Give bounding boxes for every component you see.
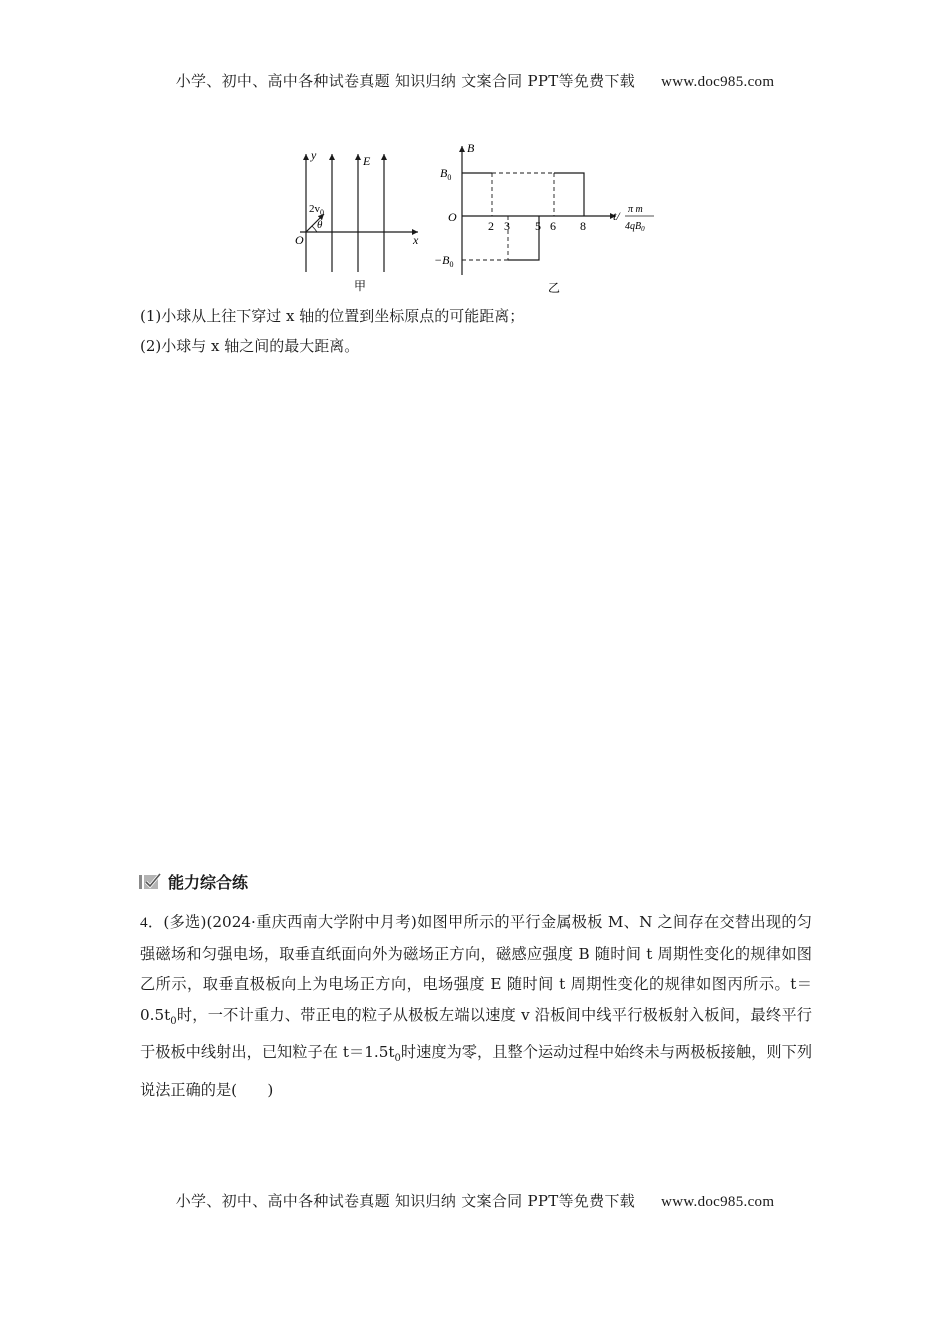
problem-sub-a: 0 xyxy=(170,1015,177,1027)
question-2: (2)小球与 x 轴之间的最大距离。 xyxy=(140,337,360,355)
tick-5: 5 xyxy=(535,219,541,233)
b-waveform-positive-2 xyxy=(554,173,584,216)
unit-numerator: π m xyxy=(628,204,643,215)
b-t-chart xyxy=(434,141,654,295)
problem-4 xyxy=(140,907,812,1105)
b0-label: $B_0$ xyxy=(440,166,452,182)
section-title xyxy=(138,866,248,896)
page-footer xyxy=(0,1190,950,1211)
problem-sub-b: 0 xyxy=(394,1053,401,1065)
tick-8: 8 xyxy=(580,219,586,233)
field-label: E xyxy=(363,154,371,168)
header-text: 小学、初中、高中各种试卷真题 知识归纳 文案合同 PPT等免费下载 xyxy=(175,72,636,90)
section-title-label: 能力综合练 xyxy=(168,872,249,892)
t-axis-label: t/ xyxy=(613,209,620,223)
question-1: (1)小球从上往下穿过 x 轴的位置到坐标原点的可能距离； xyxy=(140,307,525,325)
footer-text: 小学、初中、高中各种试卷真题 知识归纳 文案合同 PPT等免费下载 xyxy=(175,1192,636,1210)
angle-label: θ xyxy=(317,219,323,231)
unit-denominator: $4qB_0$ xyxy=(625,221,645,233)
checkmark-icon xyxy=(138,871,162,891)
figure-yi xyxy=(430,140,660,298)
tick-3: 3 xyxy=(504,219,510,233)
x-axis-label: x xyxy=(413,233,419,247)
caption-yi: 乙 xyxy=(548,281,561,295)
tick-6: 6 xyxy=(550,219,556,233)
origin-label-yi: O xyxy=(448,210,457,224)
footer-site: www.doc985.com xyxy=(661,1194,775,1210)
origin-label: O xyxy=(295,233,304,247)
tick-2: 2 xyxy=(488,219,494,233)
problem-text-a: (多选)(2024·重庆西南大学附中月考)如图甲所示的平行金属极板 M、N 之间存在交替出现的匀强磁场和匀强电场，取垂直纸面向外为磁场正方向，磁感应强度 B 随时间 t 周期性变化的规律如图乙所示，取垂直极板向上为电场正方向，电场强度 E 随时间 t 周期性变化的规律如图丙所示。t＝0.5t xyxy=(140,913,812,1024)
b-axis-label: B xyxy=(467,141,475,155)
y-axis-label: y xyxy=(311,148,317,162)
page-header xyxy=(0,70,950,91)
caption-jia: 甲 xyxy=(354,279,367,293)
figure-jia xyxy=(288,140,428,295)
problem-text-b: 时，一不计重力、带正电的粒子从极板左端以速度 v 沿板间中线平行极板射入板间，最终平行于极板中线射出，已知粒子在 t＝1.5t xyxy=(140,1005,812,1062)
problem-number: 4． xyxy=(140,914,164,931)
neg-b0-label: $-B_0$ xyxy=(434,253,454,269)
problem-text-c: 时速度为零，且整个运动过程中始终未与两极板接触，则下列说法正确的是( ) xyxy=(140,1043,813,1099)
velocity-label: $2v_0$ xyxy=(309,203,324,217)
header-site: www.doc985.com xyxy=(661,74,775,90)
